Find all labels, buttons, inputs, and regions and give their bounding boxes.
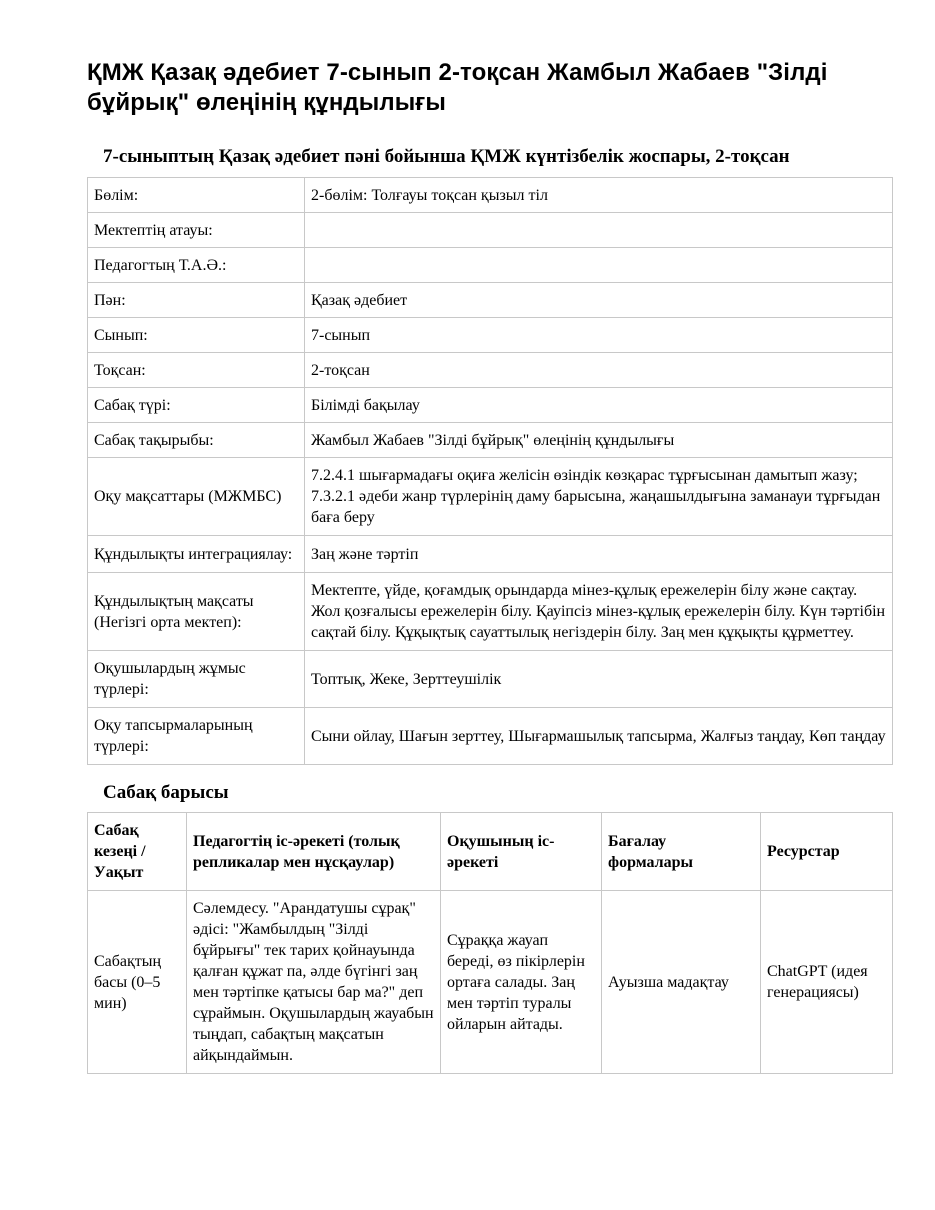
info-value: Заң және тәртіп [305, 536, 893, 573]
lesson-assessment: Ауызша мадақтау [602, 891, 761, 1074]
plan-info-table [87, 177, 893, 765]
lesson-stage: Сабақтың басы (0–5 мин) [88, 891, 187, 1074]
info-key: Мектептің атауы: [88, 213, 305, 248]
info-row [88, 318, 893, 353]
info-key: Құндылықты интеграциялау: [88, 536, 305, 573]
info-key: Құндылықтың мақсаты (Негізгі орта мектеп): [88, 573, 305, 651]
info-row [88, 651, 893, 708]
plan-subtitle: 7-сыныптың Қазақ әдебиет пәні бойынша ҚМЖ күнтізбелік жоспары, 2-тоқсан [103, 146, 790, 167]
info-row [88, 213, 893, 248]
info-row [88, 353, 893, 388]
info-value [305, 248, 893, 283]
document-title: ҚМЖ Қазақ әдебиет 7-сынып 2-тоқсан Жамбыл Жабаев "Зілді бұйрық" өлеңінің құндылығы [87, 59, 828, 116]
info-row [88, 708, 893, 765]
info-key: Сынып: [88, 318, 305, 353]
lesson-student-activity: Сұраққа жауап береді, өз пікірлерін ортаға салады. Заң мен тәртіп туралы ойларын айтады. [441, 891, 602, 1074]
info-key: Оқу тапсырмаларының түрлері: [88, 708, 305, 765]
info-key: Пән: [88, 283, 305, 318]
info-value: Жамбыл Жабаев "Зілді бұйрық" өлеңінің құндылығы [305, 423, 893, 458]
info-key: Тоқсан: [88, 353, 305, 388]
info-row [88, 536, 893, 573]
header-teacher: Педагогтің іс-әрекеті (толық репликалар мен нұсқаулар) [187, 813, 441, 891]
info-value: Топтық, Жеке, Зерттеушілік [305, 651, 893, 708]
info-value: 2-тоқсан [305, 353, 893, 388]
info-value [305, 213, 893, 248]
info-value: Қазақ әдебиет [305, 283, 893, 318]
info-key: Оқу мақсаттары (МЖМБС) [88, 458, 305, 536]
info-value: Білімді бақылау [305, 388, 893, 423]
info-key: Сабақ тақырыбы: [88, 423, 305, 458]
lesson-header-row [88, 813, 893, 891]
info-key: Оқушылардың жұмыс түрлері: [88, 651, 305, 708]
info-key: Педагогтың Т.А.Ә.: [88, 248, 305, 283]
header-student: Оқушының іс-әрекеті [441, 813, 602, 891]
info-row [88, 388, 893, 423]
header-resources: Ресурстар [761, 813, 893, 891]
info-value: Мектепте, үйде, қоғамдық орындарда мінез-құлық ережелерін білу және сақтау. Жол қозғалысы ережелерін білу. Қауіпсіз мінез-құлық ережелерін білу. Күн тәртібін сақтай білу. Құқықтық сауаттылық негіздерін білу. Заң мен құқықты құрметтеу. [305, 573, 893, 651]
info-row [88, 248, 893, 283]
lesson-row [88, 891, 893, 1074]
info-value: 7.2.4.1 шығармадағы оқиға желісін өзіндік көзқарас тұрғысынан дамытып жазу; 7.3.2.1 әдеби жанр түрлерінің даму барысына, жаңашылдығына заманауи тұрғыдан баға беру [305, 458, 893, 536]
lesson-resources: ChatGPT (идея генерациясы) [761, 891, 893, 1074]
info-row [88, 283, 893, 318]
info-value: 2-бөлім: Толғауы тоқсан қызыл тіл [305, 178, 893, 213]
info-value: 7-сынып [305, 318, 893, 353]
document-page [87, 58, 893, 1074]
lesson-progress-table [87, 812, 893, 1074]
info-row [88, 573, 893, 651]
info-value: Сыни ойлау, Шағын зерттеу, Шығармашылық тапсырма, Жалғыз таңдау, Көп таңдау [305, 708, 893, 765]
lesson-section-title: Сабақ барысы [103, 782, 229, 803]
info-key: Бөлім: [88, 178, 305, 213]
info-row [88, 178, 893, 213]
header-stage: Сабақ кезеңі / Уақыт [88, 813, 187, 891]
info-key: Сабақ түрі: [88, 388, 305, 423]
lesson-teacher-activity: Сәлемдесу. "Арандатушы сұрақ" әдісі: "Жамбылдың "Зілді бұйрығы" тек тарих қойнауында қалған құжат па, әлде бүгінгі заң мен тәртіпке қатысы бар ма?" деп сұраймын. Оқушылардың жауабын тыңдап, сабақтың мақсатын айқындаймын. [187, 891, 441, 1074]
info-row [88, 458, 893, 536]
info-row [88, 423, 893, 458]
header-assessment: Бағалау формалары [602, 813, 761, 891]
